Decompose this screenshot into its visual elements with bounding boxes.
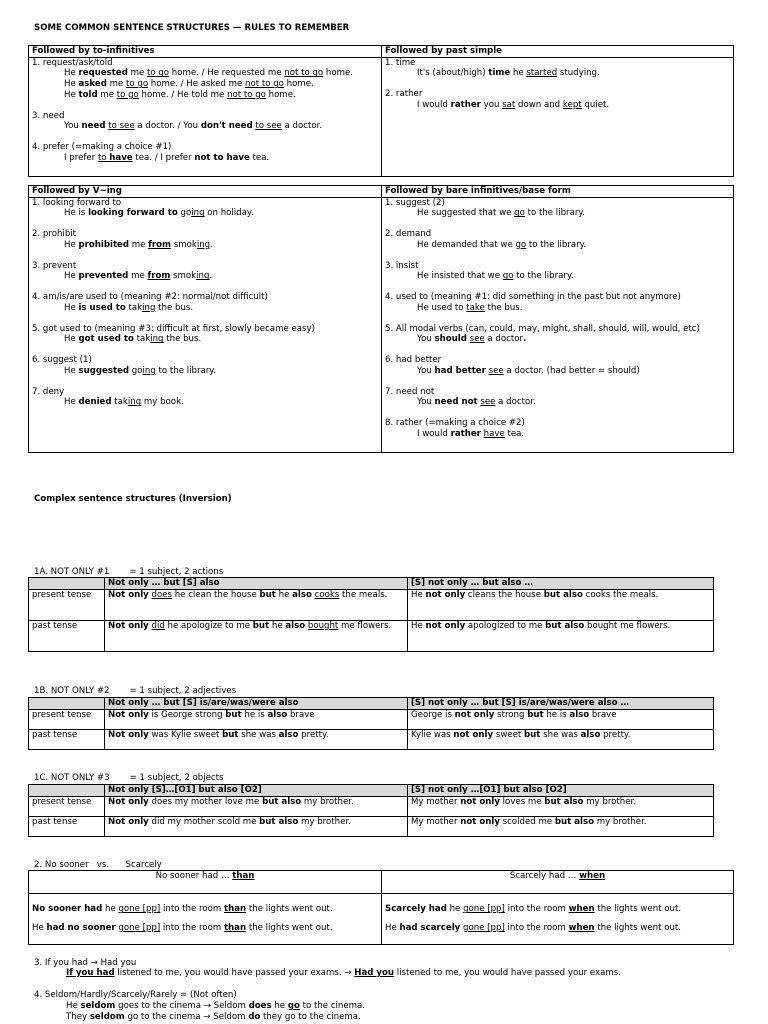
inversion-heading: Complex sentence structures (Inversion)	[34, 494, 232, 504]
not-only-3-past-inverted: Not only did my mother scold me but also my brother.	[105, 816, 408, 836]
table-not-only-1	[28, 577, 714, 652]
not-only-3-past-normal: My mother not only scolded me but also my brother.	[408, 816, 714, 836]
table-no-sooner-scarcely	[28, 870, 734, 945]
not-only-2-col2: [S] not only … but [S] is/are/was/were also …	[408, 698, 714, 710]
cell-bare-infinitives: 1. suggest (2) He suggested that we go to the library. 2. demand He demanded that we go to the library. 3. insist He insisted that we go to the library. 4. used to (meaning #1: did something in the past but not anymore) He used to take the bus. 5. All modal verbs (can, could, may, might, shall, should, will, would, etc) You should see a doctor. 6. had better You had better see a doctor. (had better = should) 7. need not You need not see a doctor. 8. rather (=making a choice #2) I would rather have tea.	[382, 197, 734, 452]
table-to-infinitive-past-simple	[28, 45, 734, 177]
table-not-only-2	[28, 697, 714, 750]
not-only-3-present-inverted: Not only does my mother love me but also my brother.	[105, 796, 408, 816]
section-1c-label: 1C. NOT ONLY #3 = 1 subject, 2 objects	[34, 773, 224, 783]
row-label: present tense	[29, 589, 105, 620]
row-label: present tense	[29, 796, 105, 816]
header-to-infinitives: Followed by to-infinitives	[29, 46, 382, 58]
section-1b-label: 1B. NOT ONLY #2 = 1 subject, 2 adjectives	[34, 686, 237, 696]
page-title: SOME COMMON SENTENCE STRUCTURES — RULES TO REMEMBER	[34, 23, 350, 33]
not-only-3-col2: [S] not only …[O1] but also [O2]	[408, 785, 714, 797]
section-3-example: If you had listened to me, you would have passed your exams. → Had you listened to me, you would have passed your exams.	[66, 968, 621, 978]
not-only-1-past-inverted: Not only did he apologize to me but he also bought me flowers.	[105, 620, 408, 651]
table-not-only-3	[28, 784, 714, 837]
section-4-example-1: He seldom goes to the cinema → Seldom does he go to the cinema.	[66, 1001, 366, 1011]
row-label: past tense	[29, 729, 105, 749]
section-2-label: 2. No sooner vs. Scarcely	[34, 860, 162, 870]
table-ving-bare-infinitive	[28, 185, 734, 453]
section-4-label: 4. Seldom/Hardly/Scarcely/Rarely = (Not often)	[34, 990, 237, 1000]
row-label: present tense	[29, 709, 105, 729]
cell-past-simple: 1. time It's (about/high) time he started studying. 2. rather I would rather you sat down and kept quiet.	[382, 57, 734, 176]
not-only-1-past-normal: He not only apologized to me but also bought me flowers.	[408, 620, 714, 651]
header-v-ing: Followed by V~ing	[29, 186, 382, 198]
no-sooner-examples: No sooner had he gone [pp] into the room than the lights went out. He had no sooner gone [pp] into the room than the lights went out.	[29, 894, 382, 945]
section-3-label: 3. If you had → Had you	[34, 958, 137, 968]
not-only-1-present-normal: He not only cleans the house but also cooks the meals.	[408, 589, 714, 620]
not-only-1-present-inverted: Not only does he clean the house but he also cooks the meals.	[105, 589, 408, 620]
not-only-3-present-normal: My mother not only loves me but also my brother.	[408, 796, 714, 816]
section-1a-label: 1A. NOT ONLY #1 = 1 subject, 2 actions	[34, 567, 224, 577]
not-only-2-past-inverted: Not only was Kylie sweet but she was also pretty.	[105, 729, 408, 749]
row-label: past tense	[29, 620, 105, 651]
row-label: past tense	[29, 816, 105, 836]
cell-v-ing: 1. looking forward to He is looking forward to going on holiday. 2. prohibit He prohibited me from smoking. 3. prevent He prevented me from smoking. 4. am/is/are used to (meaning #2: normal/not difficult) He is used to taking the bus. 5. got used to (meaning #3: difficult at first, slowly became easy) He got used to taking the bus. 6. suggest (1) He suggested going to the library. 7. deny He denied taking my book.	[29, 197, 382, 452]
section-4-example-2: They seldom go to the cinema → Seldom do they go to the cinema.	[66, 1012, 361, 1022]
not-only-2-present-inverted: Not only is George strong but he is also brave	[105, 709, 408, 729]
scarcely-examples: Scarcely had he gone [pp] into the room when the lights went out. He had scarcely gone [pp] into the room when the lights went out.	[382, 894, 734, 945]
no-sooner-header: No sooner had … than	[29, 871, 382, 894]
scarcely-header: Scarcely had … when	[382, 871, 734, 894]
header-bare-infinitives: Followed by bare infinitives/base form	[382, 186, 734, 198]
header-past-simple: Followed by past simple	[382, 46, 734, 58]
not-only-2-col1: Not only … but [S] is/are/was/were also	[105, 698, 408, 710]
not-only-1-col1: Not only … but [S] also	[105, 578, 408, 590]
not-only-2-past-normal: Kylie was not only sweet but she was also pretty.	[408, 729, 714, 749]
not-only-2-present-normal: George is not only strong but he is also brave	[408, 709, 714, 729]
not-only-3-col1: Not only [S]…[O1] but also [O2]	[105, 785, 408, 797]
cell-to-infinitives: 1. request/ask/told He requested me to go home. / He requested me not to go home. He asked me to go home. / He asked me not to go home. He told me to go home. / He told me not to go home. 3. need You need to see a doctor. / You don't need to see a doctor. 4. prefer (=making a choice #1) I prefer to have tea. / I prefer not to have tea.	[29, 57, 382, 176]
not-only-1-col2: [S] not only … but also …	[408, 578, 714, 590]
